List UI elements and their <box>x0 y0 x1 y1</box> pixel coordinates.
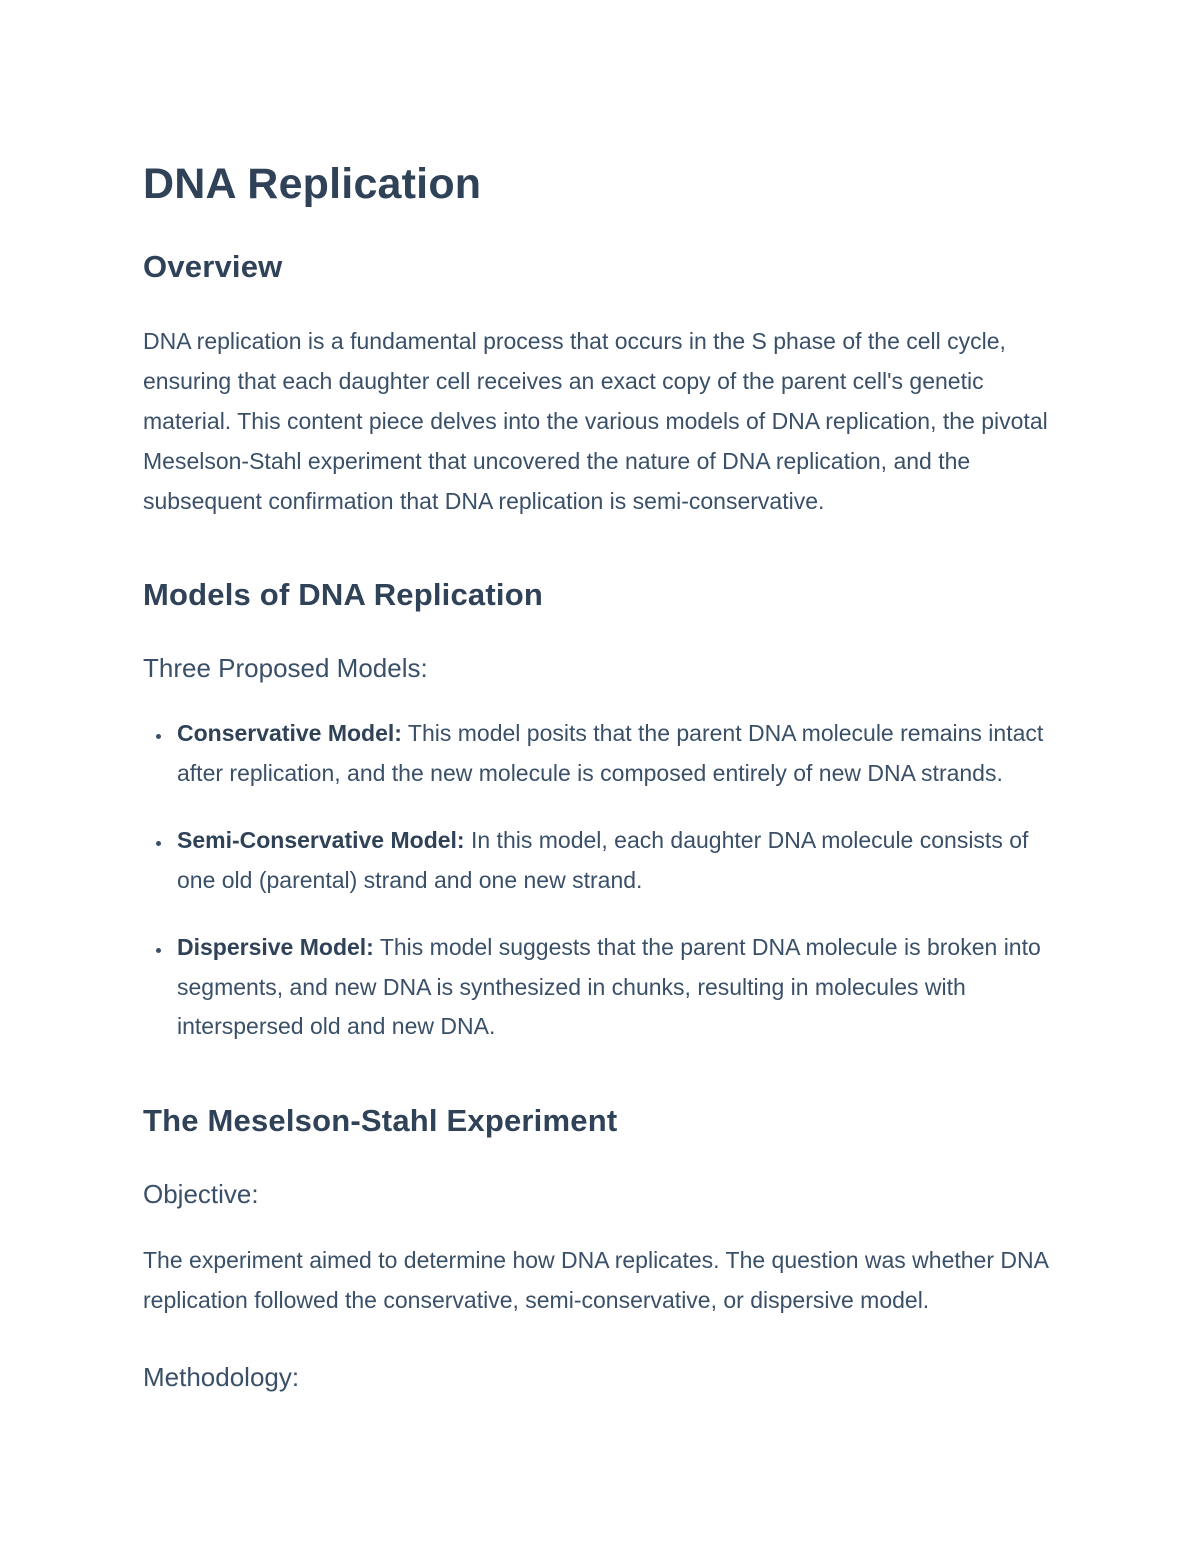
semi-conservative-model-text: In this model, each daughter DNA molecule consists of one old (parental) strand and one new strand. <box>177 827 1029 893</box>
models-list <box>143 714 1060 1047</box>
objective-paragraph: The experiment aimed to determine how DNA replicates. The question was whether DNA replication followed the conservative, semi-conservative, or dispersive model. <box>143 1246 1048 1313</box>
semi-conservative-model-label: Semi-Conservative Model: <box>177 827 465 854</box>
overview-heading: Overview <box>143 249 283 284</box>
methodology-heading: Methodology: <box>143 1361 300 1392</box>
models-subheading: Three Proposed Models: <box>143 653 428 684</box>
experiment-heading: The Meselson-Stahl Experiment <box>143 1102 618 1138</box>
dispersive-model-label: Dispersive Model: <box>177 934 374 961</box>
page-title: DNA Replication <box>143 160 482 208</box>
dispersive-model-text: This model suggests that the parent DNA molecule is broken into segments, and new DNA is synthesized in chunks, resulting in molecules with interspersed old and new DNA. <box>177 934 1041 1040</box>
conservative-model-label: Conservative Model: <box>177 720 402 747</box>
overview-paragraph: DNA replication is a fundamental process that occurs in the S phase of the cell cycle, ensuring that each daughter cell receives an exact copy of the parent cell's genetic material. This content piece delves into the various models of DNA replication, the pivotal Meselson-Stahl experiment that uncovered the nature of DNA replication, and the subsequent confirmation that DNA replication is semi-conservative. <box>143 328 1048 515</box>
objective-heading: Objective: <box>143 1178 259 1209</box>
list-item-conservative-model <box>173 714 1060 793</box>
models-heading: Models of DNA Replication <box>143 577 543 613</box>
list-item-dispersive-model <box>173 928 1060 1047</box>
list-item-semi-conservative-model <box>173 821 1060 900</box>
conservative-model-text: This model posits that the parent DNA molecule remains intact after replication, and the new molecule is composed entirely of new DNA strands. <box>177 720 1044 786</box>
